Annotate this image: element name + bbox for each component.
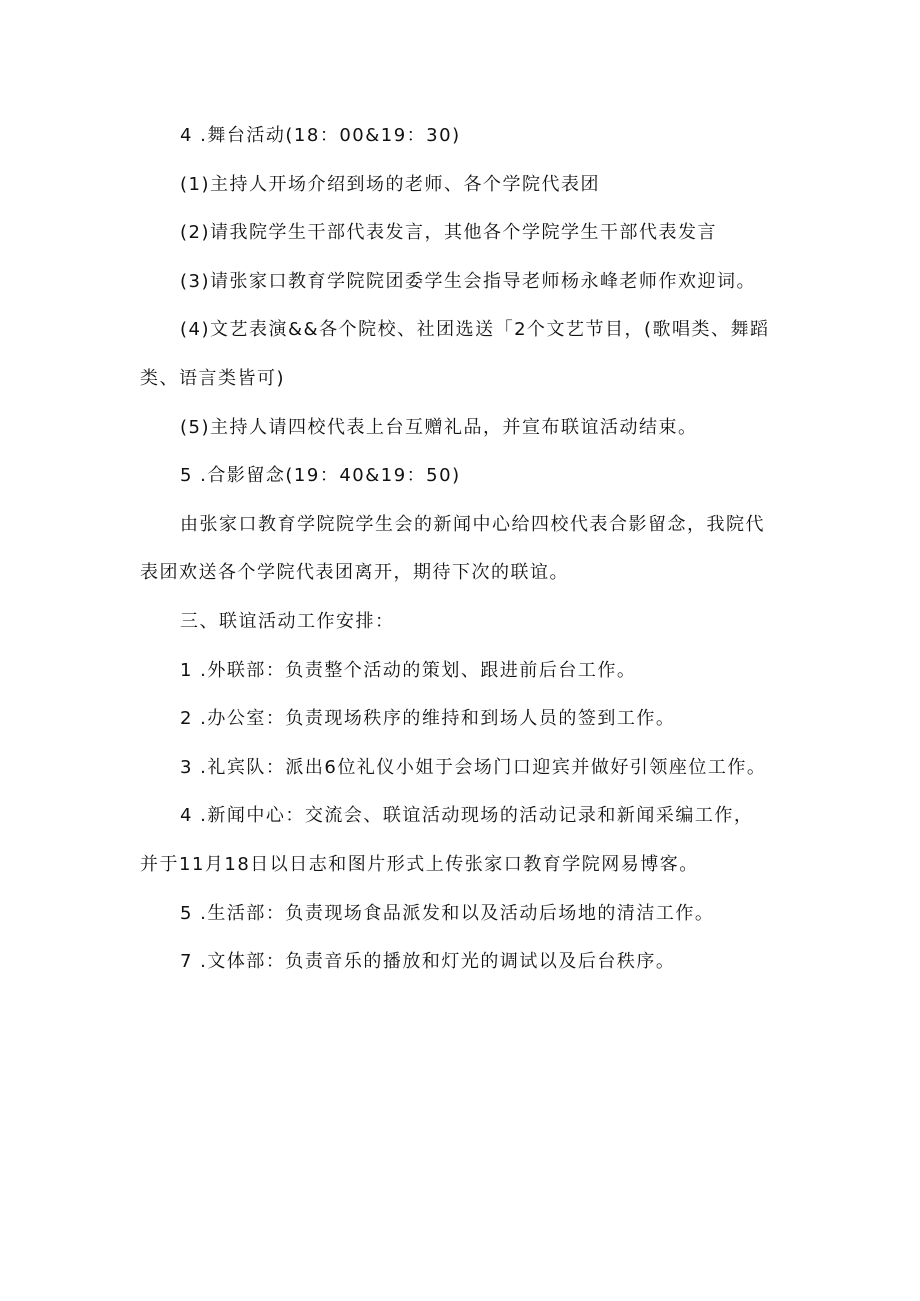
arrangement-item-external-relations: 1 .外联部：负责整个活动的策划、跟进前后台工作。 (180, 659, 637, 681)
arrangement-item-etiquette-team: 3 .礼宾队：派出6位礼仪小姐于会场门口迎宾并做好引领座位工作。 (180, 756, 767, 778)
section-heading-group-photo: 5 .合影留念(19：40&19：50) (180, 465, 461, 487)
paragraph-photo-description: 由张家口教育学院院学生会的新闻中心给四校代表合影留念，我院代 (180, 513, 765, 535)
arrangement-item-news-center-continued: 并于11月18日以日志和图片形式上传张家口教育学院网易博客。 (140, 853, 699, 875)
paragraph-item-4-continued: 类、语言类皆可) (140, 367, 286, 389)
document-body (140, 112, 780, 987)
arrangement-item-office: 2 .办公室：负责现场秩序的维持和到场人员的签到工作。 (180, 708, 676, 730)
paragraph-item-5: (5)主持人请四校代表上台互赠礼品，并宣布联谊活动结束。 (180, 416, 698, 438)
arrangement-item-sports-department: 7 .文体部：负责音乐的播放和灯光的调试以及后台秩序。 (180, 951, 676, 973)
paragraph-item-4: (4)文艺表演&&各个院校、社团选送「2个文艺节目，(歌唱类、舞蹈 (180, 319, 770, 341)
paragraph-photo-description-continued: 表团欢送各个学院代表团离开，期待下次的联谊。 (140, 562, 569, 584)
paragraph-item-2: (2)请我院学生干部代表发言，其他各个学院学生干部代表发言 (180, 222, 717, 244)
paragraph-item-1: (1)主持人开场介绍到场的老师、各个学院代表团 (180, 173, 600, 195)
paragraph-item-3: (3)请张家口教育学院院团委学生会指导老师杨永峰老师作欢迎词。 (180, 270, 756, 292)
arrangement-item-news-center: 4 .新闻中心：交流会、联谊活动现场的活动记录和新闻采编工作， (180, 805, 754, 827)
section-heading-work-arrangement: 三、联谊活动工作安排： (180, 610, 395, 632)
section-heading-stage-activity: 4 .舞台活动(18：00&19：30) (180, 125, 461, 146)
arrangement-item-life-department: 5 .生活部：负责现场食品派发和以及活动后场地的清洁工作。 (180, 902, 715, 924)
